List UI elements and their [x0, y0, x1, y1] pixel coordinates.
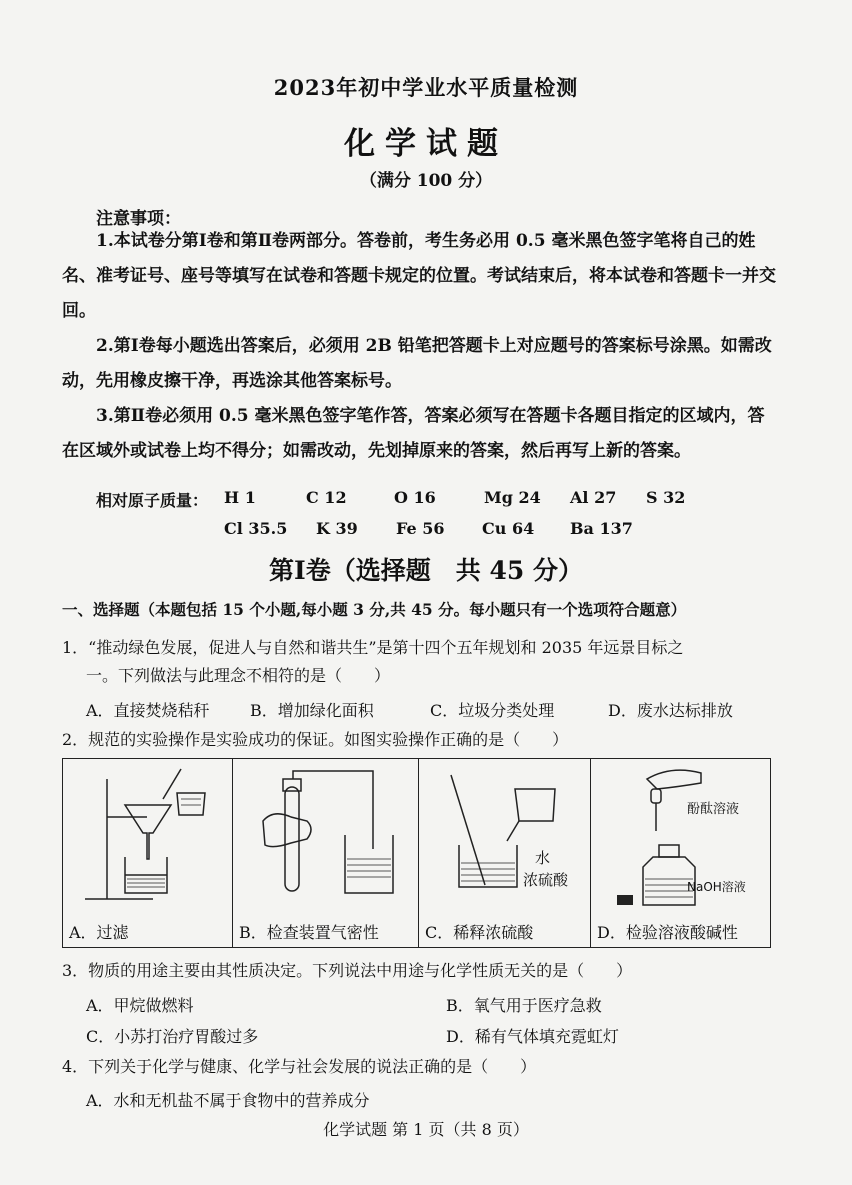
q1-option-c: C．垃圾分类处理	[430, 701, 555, 720]
exam-title: 2023年初中学业水平质量检测	[273, 75, 579, 100]
q4-option-a: A．水和无机盐不属于食物中的营养成分	[86, 1091, 370, 1110]
section-instruction: 一、选择题（本题包括 15 个小题,每小题 3 分,共 45 分。每小题只有一个选项符合题意）	[62, 600, 687, 619]
atomic-mass-fe: Fe 56	[396, 519, 445, 538]
q3-stem: 3．物质的用途主要由其性质决定。下列说法中用途与化学性质无关的是（ ）	[62, 961, 633, 980]
basicity-test-figure	[591, 759, 770, 919]
q1-stem-line1: 1．“推动绿色发展，促进人与自然和谐共生”是第十四个五年规划和 2035 年远景目标之	[62, 638, 684, 657]
q2-cell-a	[63, 759, 233, 947]
atomic-mass-mg: Mg 24	[484, 488, 541, 507]
q2-caption-d: D．检验溶液酸碱性	[597, 923, 738, 942]
q2-stem: 2．规范的实验操作是实验成功的保证。如图实验操作正确的是（ ）	[62, 730, 569, 749]
q1-option-a: A．直接焚烧秸秆	[86, 701, 210, 720]
q2-cell-c	[419, 759, 591, 947]
q1-option-b: B．增加绿化面积	[250, 701, 374, 720]
q3-option-b: B．氧气用于医疗急救	[446, 996, 602, 1015]
label-water: 水	[535, 849, 551, 867]
section-title: 第Ⅰ卷（选择题 共 45 分）	[269, 556, 583, 585]
q2-caption-b: B．检查装置气密性	[239, 923, 379, 942]
q1-option-d: D．废水达标排放	[608, 701, 733, 720]
q3-option-d: D．稀有气体填充霓虹灯	[446, 1027, 619, 1046]
q2-figure-table	[62, 758, 771, 948]
full-score: （满分 100 分）	[359, 171, 493, 191]
q2-cell-d	[591, 759, 770, 947]
atomic-mass-label: 相对原子质量：	[96, 491, 209, 510]
q4-stem: 4．下列关于化学与健康、化学与社会发展的说法正确的是（ ）	[62, 1057, 537, 1076]
atomic-mass-al: Al 27	[570, 488, 617, 507]
q2-cell-b	[233, 759, 419, 947]
atomic-mass-cu: Cu 64	[482, 519, 535, 538]
notice-item-3: 3.第Ⅱ卷必须用 0.5 毫米黑色签字笔作答，答案必须写在答题卡各题目指定的区域内，答在区域外或试卷上均不得分；如需改动，先划掉原来的答案，然后再写上新的答案。	[62, 406, 765, 461]
atomic-mass-c: C 12	[306, 488, 347, 507]
atomic-mass-cl: Cl 35.5	[224, 519, 288, 538]
notice-item-1: 1.本试卷分第Ⅰ卷和第Ⅱ卷两部分。答卷前，考生务必用 0.5 毫米黑色签字笔将自己的姓名、准考证号、座号等填写在试卷和答题卡规定的位置。考试结束后，将本试卷和答题卡一并交回。	[62, 231, 776, 321]
atomic-mass-ba: Ba 137	[570, 519, 633, 538]
dilution-figure	[419, 759, 591, 919]
atomic-mass-k: K 39	[316, 519, 358, 538]
atomic-mass-o: O 16	[394, 488, 436, 507]
label-naoh-solution: NaOH溶液	[687, 880, 746, 894]
label-phenolphthalein: 酚酞溶液	[687, 802, 740, 817]
notice-item-2: 2.第Ⅰ卷每小题选出答案后，必须用 2B 铅笔把答题卡上对应题号的答案标号涂黑。如需改动，先用橡皮擦干净，再选涂其他答案标号。	[62, 336, 772, 391]
filtration-figure	[63, 759, 233, 919]
q3-option-c: C．小苏打治疗胃酸过多	[86, 1027, 259, 1046]
airtightness-figure	[233, 759, 419, 919]
subject-title: 化学试题	[344, 126, 508, 162]
atomic-mass-h: H 1	[224, 488, 256, 507]
q2-caption-a: A．过滤	[69, 923, 129, 942]
q1-stem-line2: 一。下列做法与此理念不相符的是（ ）	[86, 666, 391, 685]
notice-heading: 注意事项：	[96, 209, 181, 229]
label-conc-sulfuric-acid: 浓硫酸	[523, 871, 569, 889]
page-footer: 化学试题 第 1 页（共 8 页）	[323, 1120, 529, 1139]
q3-option-a: A．甲烷做燃料	[86, 996, 194, 1015]
atomic-mass-s: S 32	[646, 488, 686, 507]
q2-caption-c: C．稀释浓硫酸	[425, 923, 534, 942]
